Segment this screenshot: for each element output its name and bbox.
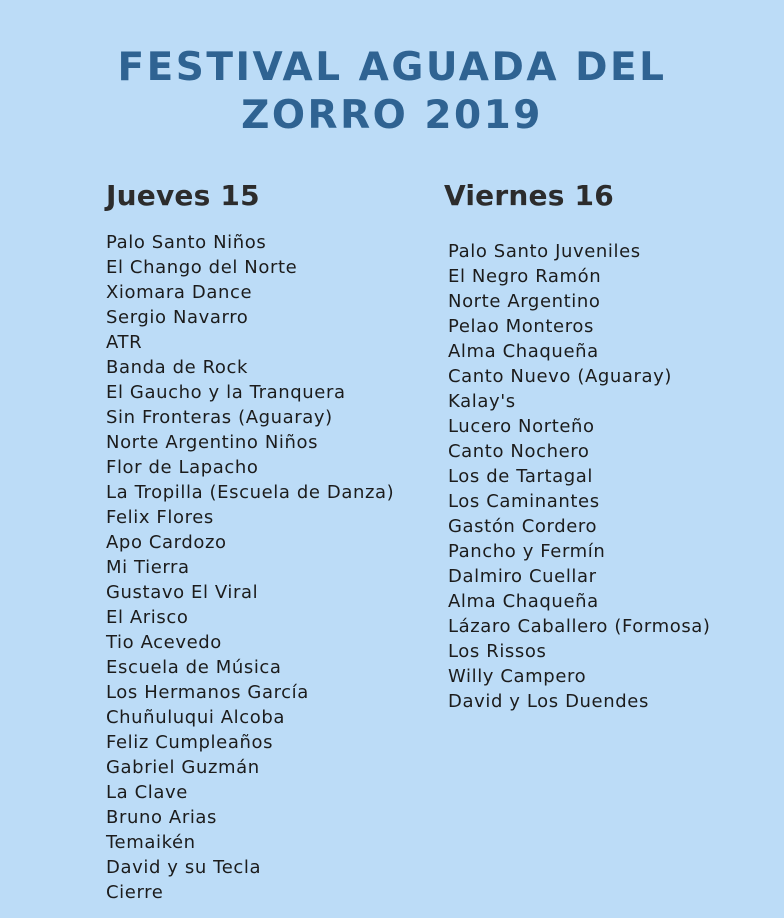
act-list-item: El Chango del Norte <box>106 257 298 278</box>
act-list-item: Los Caminantes <box>448 491 600 512</box>
act-list-item: Flor de Lapacho <box>106 457 259 478</box>
day-heading: Jueves 15 <box>106 179 260 212</box>
act-list-item: Temaikén <box>106 832 196 853</box>
act-list-item: Bruno Arias <box>106 807 218 828</box>
act-list-item: Kalay's <box>448 391 516 412</box>
act-list-item: Cierre <box>106 882 164 903</box>
act-list-item: Feliz Cumpleaños <box>106 732 274 753</box>
act-list-item: Dalmiro Cuellar <box>448 566 597 587</box>
act-list-item: La Tropilla (Escuela de Danza) <box>106 482 395 503</box>
act-list-item: Mi Tierra <box>106 557 190 578</box>
act-list-item: Sin Fronteras (Aguaray) <box>106 407 333 428</box>
act-list-item: ATR <box>106 332 143 353</box>
act-list-item: Pelao Monteros <box>448 316 594 337</box>
act-list-item: Banda de Rock <box>106 357 249 378</box>
act-list-item: Gastón Cordero <box>448 516 598 537</box>
act-list-item: Alma Chaqueña <box>448 341 599 362</box>
act-list-item: Apo Cardozo <box>106 532 227 553</box>
act-list-item: Canto Nochero <box>448 441 590 462</box>
act-list-item: Norte Argentino <box>448 291 601 312</box>
act-list-item: David y su Tecla <box>106 857 262 878</box>
act-list-item: La Clave <box>106 782 188 803</box>
act-list-item: Felix Flores <box>106 507 214 528</box>
act-list-item: Lázaro Caballero (Formosa) <box>448 616 711 637</box>
act-list-item: Xiomara Dance <box>106 282 253 303</box>
act-list-item: Los de Tartagal <box>448 466 594 487</box>
act-list-item: Tio Acevedo <box>106 632 222 653</box>
act-list-item: Palo Santo Niños <box>106 232 267 253</box>
act-list-item: El Arisco <box>106 607 189 628</box>
act-list-item: Chuñuluqui Alcoba <box>106 707 286 728</box>
act-list-item: David y Los Duendes <box>448 691 649 712</box>
act-list-item: Los Rissos <box>448 641 547 662</box>
act-list-item: Norte Argentino Niños <box>106 432 319 453</box>
act-list-item: Pancho y Fermín <box>448 541 606 562</box>
act-list-item: Alma Chaqueña <box>448 591 599 612</box>
act-list-item: El Negro Ramón <box>448 266 602 287</box>
act-list-item: Gabriel Guzmán <box>106 757 260 778</box>
day-column-jueves <box>106 178 394 905</box>
act-list <box>444 239 711 714</box>
act-list-item: Escuela de Música <box>106 657 282 678</box>
act-list-item: Los Hermanos García <box>106 682 309 703</box>
day-heading: Viernes 16 <box>444 179 614 212</box>
act-list-item: El Gaucho y la Tranquera <box>106 382 346 403</box>
act-list <box>106 230 394 905</box>
act-list-item: Lucero Norteño <box>448 416 595 437</box>
title-line-1: FESTIVAL AGUADA DEL <box>117 45 667 90</box>
day-column-viernes <box>444 178 711 714</box>
act-list-item: Canto Nuevo (Aguaray) <box>448 366 673 387</box>
act-list-item: Sergio Navarro <box>106 307 249 328</box>
page-title <box>0 44 784 140</box>
title-line-2: ZORRO 2019 <box>241 93 543 138</box>
act-list-item: Palo Santo Juveniles <box>448 241 641 262</box>
act-list-item: Gustavo El Viral <box>106 582 259 603</box>
act-list-item: Willy Campero <box>448 666 587 687</box>
